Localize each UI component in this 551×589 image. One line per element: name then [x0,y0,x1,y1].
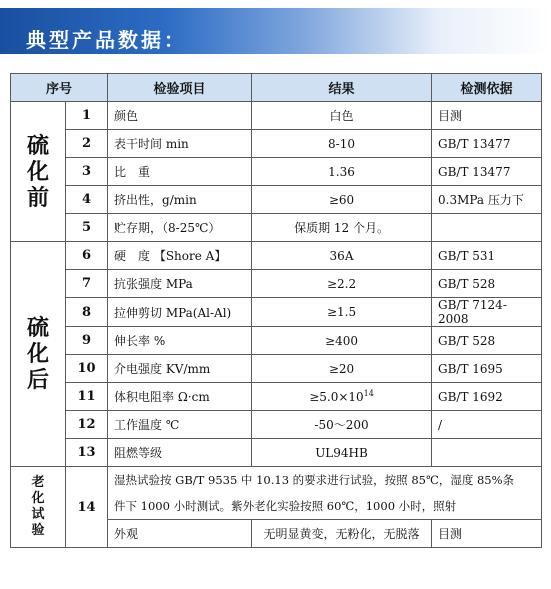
banner-title: 典型产品数据： [26,28,187,52]
row-item: 贮存期，（8-25℃） [108,214,252,242]
row-item: 比 重 [108,158,252,186]
row-result: ≥400 [252,327,432,355]
row-basis [432,214,542,242]
row-item: 伸长率 % [108,327,252,355]
row-item: 颜色 [108,102,252,130]
row-result: 36A [252,242,432,270]
row-result [252,383,432,411]
row-item: 体积电阻率 Ω·cm [108,383,252,411]
table-row [11,327,542,355]
row-result: 白色 [252,102,432,130]
row-item: 抗张强度 MPa [108,270,252,298]
table-row [11,383,542,411]
group-aging-test: 老 化 试 验 [11,467,66,548]
aging-note-line: 湿热试验按 GB/T 9535 中 10.13 的要求进行试验，按照 85℃，湿度 85%条 [114,473,515,487]
table-row [11,130,542,158]
row-basis: 0.3MPa 压力下 [432,186,542,214]
header-result: 结果 [252,74,432,102]
row-result: ≥1.5 [252,298,432,327]
row-number: 8 [66,298,108,327]
row-result: ≥20 [252,355,432,383]
table-row [11,270,542,298]
header-basis: 检测依据 [432,74,542,102]
row-result: 无明显黄变，无粉化，无脱落 [252,520,432,548]
row-basis: GB/T 528 [432,327,542,355]
row-number: 12 [66,411,108,439]
row-item: 外观 [108,520,252,548]
row-item: 硬 度 【Shore A】 [108,242,252,270]
row-number: 4 [66,186,108,214]
row-result: ≥2.2 [252,270,432,298]
row-result: 1.36 [252,158,432,186]
table-header-row [11,74,542,102]
table-row [11,158,542,186]
row-result: -50～200 [252,411,432,439]
table-row [11,186,542,214]
table-row [11,411,542,439]
table-row [11,467,542,520]
table-row [11,102,542,130]
row-item: 工作温度 ℃ [108,411,252,439]
aging-note-line: 件下 1000 小时测试。紫外老化实验按照 60℃，1000 小时，照射 [114,499,457,513]
row-basis: GB/T 13477 [432,130,542,158]
row-number: 6 [66,242,108,270]
row-result: UL94HB [252,439,432,467]
row-number: 14 [66,467,108,548]
header-item: 检验项目 [108,74,252,102]
row-item: 表干时间 min [108,130,252,158]
row-result-exponent: 14 [363,389,374,398]
row-item: 阻燃等级 [108,439,252,467]
group-before-cure: 硫 化 前 [11,102,66,242]
row-number: 3 [66,158,108,186]
row-item: 介电强度 KV/mm [108,355,252,383]
row-basis: GB/T 528 [432,270,542,298]
row-result: 8-10 [252,130,432,158]
row-basis: 目测 [432,102,542,130]
aging-test-note [108,467,542,520]
row-number: 11 [66,383,108,411]
header-no: 序号 [11,74,108,102]
row-result: 保质期 12 个月。 [252,214,432,242]
group-after-cure: 硫 化 后 [11,242,66,467]
table-row [11,355,542,383]
row-number: 2 [66,130,108,158]
row-basis: 目测 [432,520,542,548]
row-number: 10 [66,355,108,383]
table-row [11,439,542,467]
row-item: 拉伸剪切 MPa(Al-Al) [108,298,252,327]
row-basis: GB/T 531 [432,242,542,270]
row-item: 挤出性，g/min [108,186,252,214]
row-basis [432,439,542,467]
title-banner [0,8,551,54]
row-result: ≥60 [252,186,432,214]
row-number: 7 [66,270,108,298]
row-basis: GB/T 13477 [432,158,542,186]
row-basis: GB/T 1695 [432,355,542,383]
table-row [11,242,542,270]
row-number: 9 [66,327,108,355]
row-result-value: ≥5.0×10 [309,390,364,404]
row-number: 1 [66,102,108,130]
row-basis: GB/T 7124-2008 [432,298,542,327]
row-number: 5 [66,214,108,242]
product-data-table [10,73,542,548]
row-number: 13 [66,439,108,467]
row-basis: GB/T 1692 [432,383,542,411]
table-row [11,298,542,327]
row-basis: / [432,411,542,439]
table-row [11,214,542,242]
